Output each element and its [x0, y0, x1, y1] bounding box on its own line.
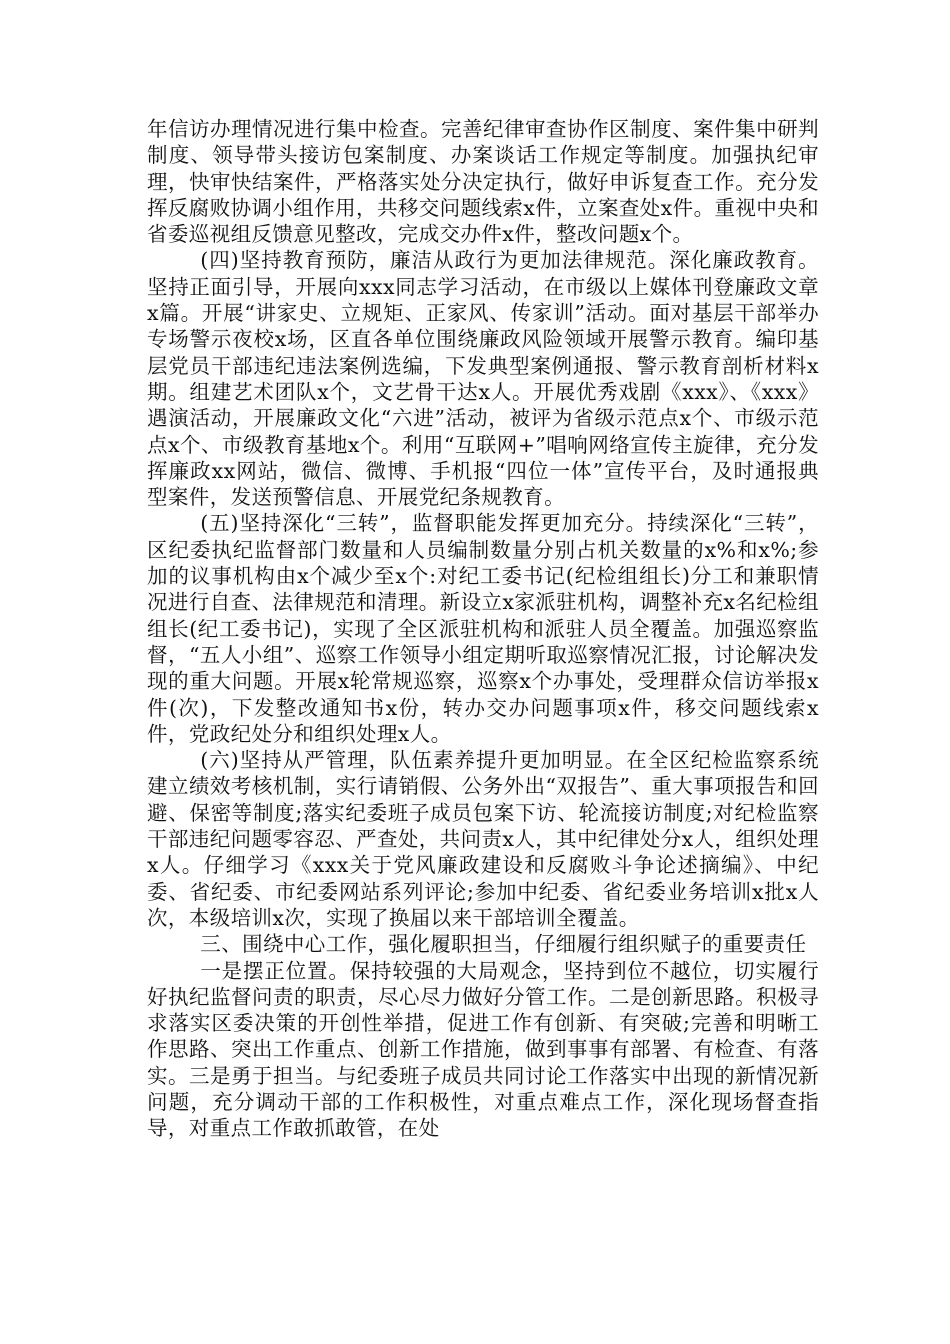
paragraph-2: (四)坚持教育预防，廉洁从政行为更加法律规范。深化廉政教育。坚持正面引导，开展向xxx同志学习活动，在市级以上媒体刊登廉政文章x篇。开展“讲家史、立规矩、正家风、传家训”活动。面对基层干部举办专场警示夜校x场，区直各单位围绕廉政风险领域开展警示教育。编印基层党员干部违纪违法案例选编，下发典型案例通报、警示教育剖析材料x期。组建艺术团队x个，文艺骨干达x人。开展优秀戏剧《xxx》、《xxx》遇演活动，开展廉政文化“六进”活动，被评为省级示范点x个、市级示范点x个、市级教育基地x个。利用“互联网+”唱响网络宣传主旋律，充分发挥廉政xx网站，微信、微博、手机报“四位一体”宣传平台，及时通报典型案件，发送预警信息、开展党纪条规教育。	[147, 248, 819, 510]
paragraph-5: 一是摆正位置。保持较强的大局观念，坚持到位不越位，切实履行好执纪监督问责的职责，尽心尽力做好分管工作。二是创新思路。积极寻求落实区委决策的开创性举措，促进工作有创新、有突破;完善和明晰工作思路、突出工作重点、创新工作措施，做到事事有部署、有检查、有落实。三是勇于担当。与纪委班子成员共同讨论工作落实中出现的新情况新问题，充分调动干部的工作积极性，对重点难点工作，深化现场督查指导，对重点工作敢抓敢管，在处	[147, 958, 819, 1141]
document-body	[147, 116, 819, 1142]
paragraph-3: (五)坚持深化“三转”，监督职能发挥更加充分。持续深化“三转”，区纪委执纪监督部门数量和人员编制数量分别占机关数量的x%和x%;参加的议事机构由x个减少至x个:对纪工委书记(纪检组组长)分工和兼职情况进行自查、法律规范和清理。新设立x家派驻机构，调整补充x名纪检组组长(纪工委书记)，实现了全区派驻机构和派驻人员全覆盖。加强巡察监督，“五人小组”、巡察工作领导小组定期听取巡察情况汇报，讨论解决发现的重大问题。开展x轮常规巡察，巡察x个办事处，受理群众信访举报x件(次)，下发整改通知书x份，转办交办问题事项x件，移交问题线索x件，党政纪处分和组织处理x人。	[147, 511, 819, 746]
section-heading-3: 三、围绕中心工作，强化履职担当，仔细履行组织赋子的重要责任	[200, 932, 807, 957]
paragraph-4: (六)坚持从严管理，队伍素养提升更加明显。在全区纪检监察系统建立绩效考核机制，实行请销假、公务外出“双报告”、重大事项报告和回避、保密等制度;落实纪委班子成员包案下访、轮流接访制度;对纪检监察干部违纪问题零容忍、严查处，共问责x人，其中纪律处分x人，组织处理x人。仔细学习《xxx关于党风廉政建设和反腐败斗争论述摘编》、中纪委、省纪委、市纪委网站系列评论;参加中纪委、省纪委业务培训x批x人次，本级培训x次，实现了换届以来干部培训全覆盖。	[147, 748, 819, 930]
paragraph-1: 年信访办理情况进行集中检查。完善纪律审查协作区制度、案件集中研判制度、领导带头接访包案制度、办案谈话工作规定等制度。加强执纪审理，快审快结案件，严格落实处分决定执行，做好申诉复查工作。充分发挥反腐败协调小组作用，共移交问题线索x件，立案查处x件。重视中央和省委巡视组反馈意见整改，完成交办件x件，整改问题x个。	[147, 117, 819, 247]
